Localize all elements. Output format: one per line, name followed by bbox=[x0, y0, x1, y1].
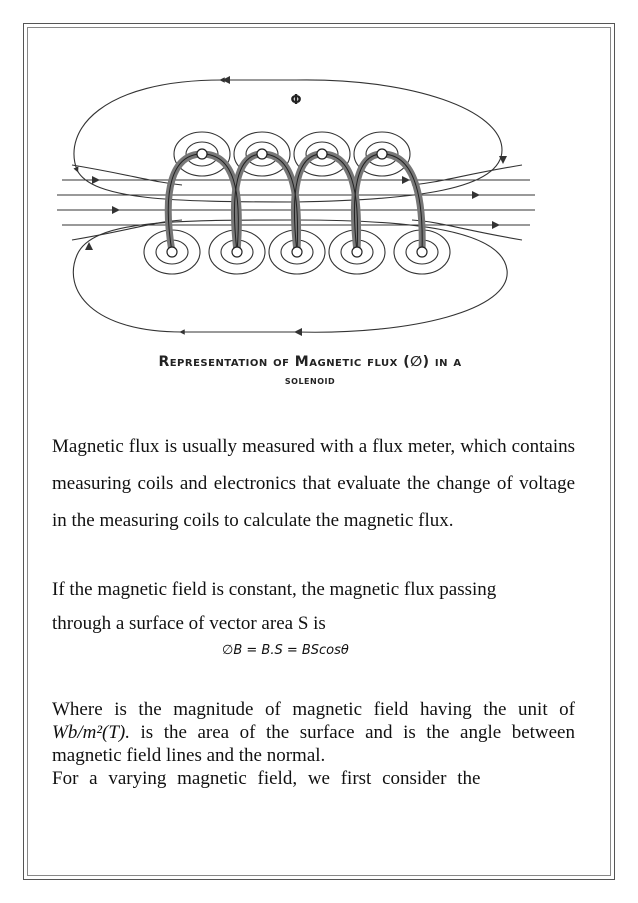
figure-caption-line1: Representation of Magnetic flux (∅) in a bbox=[158, 354, 462, 370]
paragraph-where-text-a: Where is the magnitude of magnetic field having the unit of bbox=[52, 699, 575, 720]
paragraph-constant-field-line2: through a surface of vector area S is bbox=[52, 613, 326, 634]
paragraph-constant-field-line1: If the magnetic field is constant, the magnetic flux passing bbox=[52, 579, 497, 600]
flux-symbol-label: Φ bbox=[290, 93, 302, 108]
paragraph-where-text-b: is the area of the surface and is the angle between magnetic field lines and the normal. bbox=[52, 722, 575, 766]
solenoid-diagram bbox=[52, 70, 540, 340]
solenoid-flux-figure bbox=[52, 70, 540, 340]
paragraph-constant-field bbox=[52, 573, 575, 641]
paragraph-where bbox=[52, 698, 575, 767]
paragraph-flux-meter: Magnetic flux is usually measured with a flux meter, which contains measuring coils and electronics that evaluate the change of voltage in the measuring coils to calculate the magnetic flux. bbox=[52, 436, 575, 531]
paragraph-varying-field: For a varying magnetic field, we first consider the bbox=[52, 768, 481, 789]
figure-caption-line2: solenoid bbox=[284, 373, 336, 387]
flux-formula: ∅B = B.S = BScosθ bbox=[222, 643, 349, 658]
unit-weber-per-m2: Wb/m²(T). bbox=[52, 722, 130, 743]
